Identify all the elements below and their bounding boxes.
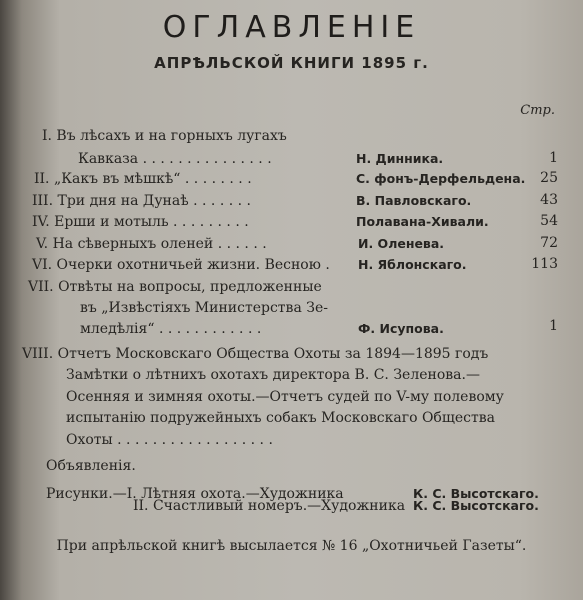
toc-entry-4-page: 54 — [540, 213, 558, 229]
drawings-line-2-author: К. С. Высотскаго. — [413, 498, 539, 513]
toc-entry-7-line-1: VII. Отвѣты на вопросы, предложенные — [28, 279, 322, 295]
page-subtitle: АПРѢЛЬСКОЙ КНИГИ 1895 г. — [154, 54, 429, 72]
toc-entry-8-line-3: Осенняя и зимняя охоты.—Отчетъ судей по V-му полевому — [66, 389, 504, 405]
toc-entry-6-author: Н. Яблонскаго. — [358, 257, 467, 272]
toc-entry-3-page: 43 — [540, 192, 558, 208]
drawings-line-2: II. Счастливый номеръ.—Художника — [133, 498, 406, 514]
toc-entry-6-title: VI. Очерки охотничьей жизни. Весною . — [32, 257, 330, 273]
drawings-line-1: Рисунки.—I. Лѣтняя охота.—Художника — [46, 486, 344, 502]
toc-entry-3-title: III. Три дня на Дунаѣ . . . . . . . — [32, 193, 251, 209]
toc-entry-7-page: 1 — [549, 318, 558, 334]
toc-entry-1-line-2: Кавказа . . . . . . . . . . . . . . . — [78, 151, 272, 167]
toc-entry-4-author: Полавана-Хивали. — [356, 214, 489, 229]
toc-entry-5-title: V. На сѣверныхъ оленей . . . . . . — [36, 236, 267, 252]
toc-entry-3-author: В. Павловскаго. — [356, 193, 472, 208]
toc-entry-6-page: 113 — [531, 256, 558, 272]
toc-entry-5-author: И. Оленева. — [358, 236, 445, 251]
drawings-line-1-author: К. С. Высотскаго. — [413, 486, 539, 501]
page-column-label: Стр. — [520, 103, 555, 118]
toc-entry-4-title: IV. Ерши и мотыль . . . . . . . . . — [32, 214, 249, 230]
toc-entry-7-author: Ф. Исупова. — [358, 321, 444, 336]
page-title: ОГЛАВЛЕНІЕ — [162, 10, 421, 45]
toc-entry-1-author: Н. Динника. — [356, 151, 444, 166]
toc-entry-8-line-4: испытанію подружейныхъ собакъ Московскаго Общества — [66, 410, 495, 426]
toc-entry-2-title: II. „Какъ въ мѣшкѣ“ . . . . . . . . — [34, 171, 252, 187]
toc-entry-8-line-5: Охоты . . . . . . . . . . . . . . . . . . — [66, 432, 273, 448]
toc-entry-8-line-1: VIII. Отчетъ Московскаго Общества Охоты за 1894—1895 годъ — [22, 346, 489, 362]
toc-entry-1-line-1: I. Въ лѣсахъ и на горныхъ лугахъ — [42, 128, 287, 144]
footer-note: При апрѣльской книгѣ высылается № 16 „Охотничьей Газеты“. — [56, 538, 527, 554]
toc-entry-2-page: 25 — [540, 170, 558, 186]
toc-entry-2-author: С. фонъ-Дерфельдена. — [356, 171, 526, 186]
toc-entry-7-line-2: въ „Извѣстіяхъ Министерства Зе- — [80, 300, 328, 316]
toc-entry-7-line-3: мледѣлія“ . . . . . . . . . . . . — [80, 321, 262, 337]
toc-entry-1-page: 1 — [549, 150, 558, 166]
announcements-label: Объявленія. — [46, 458, 136, 474]
toc-entry-5-page: 72 — [540, 235, 558, 251]
toc-entry-8-line-2: Замѣтки о лѣтнихъ охотахъ директора В. С. Зеленова.— — [66, 367, 480, 383]
